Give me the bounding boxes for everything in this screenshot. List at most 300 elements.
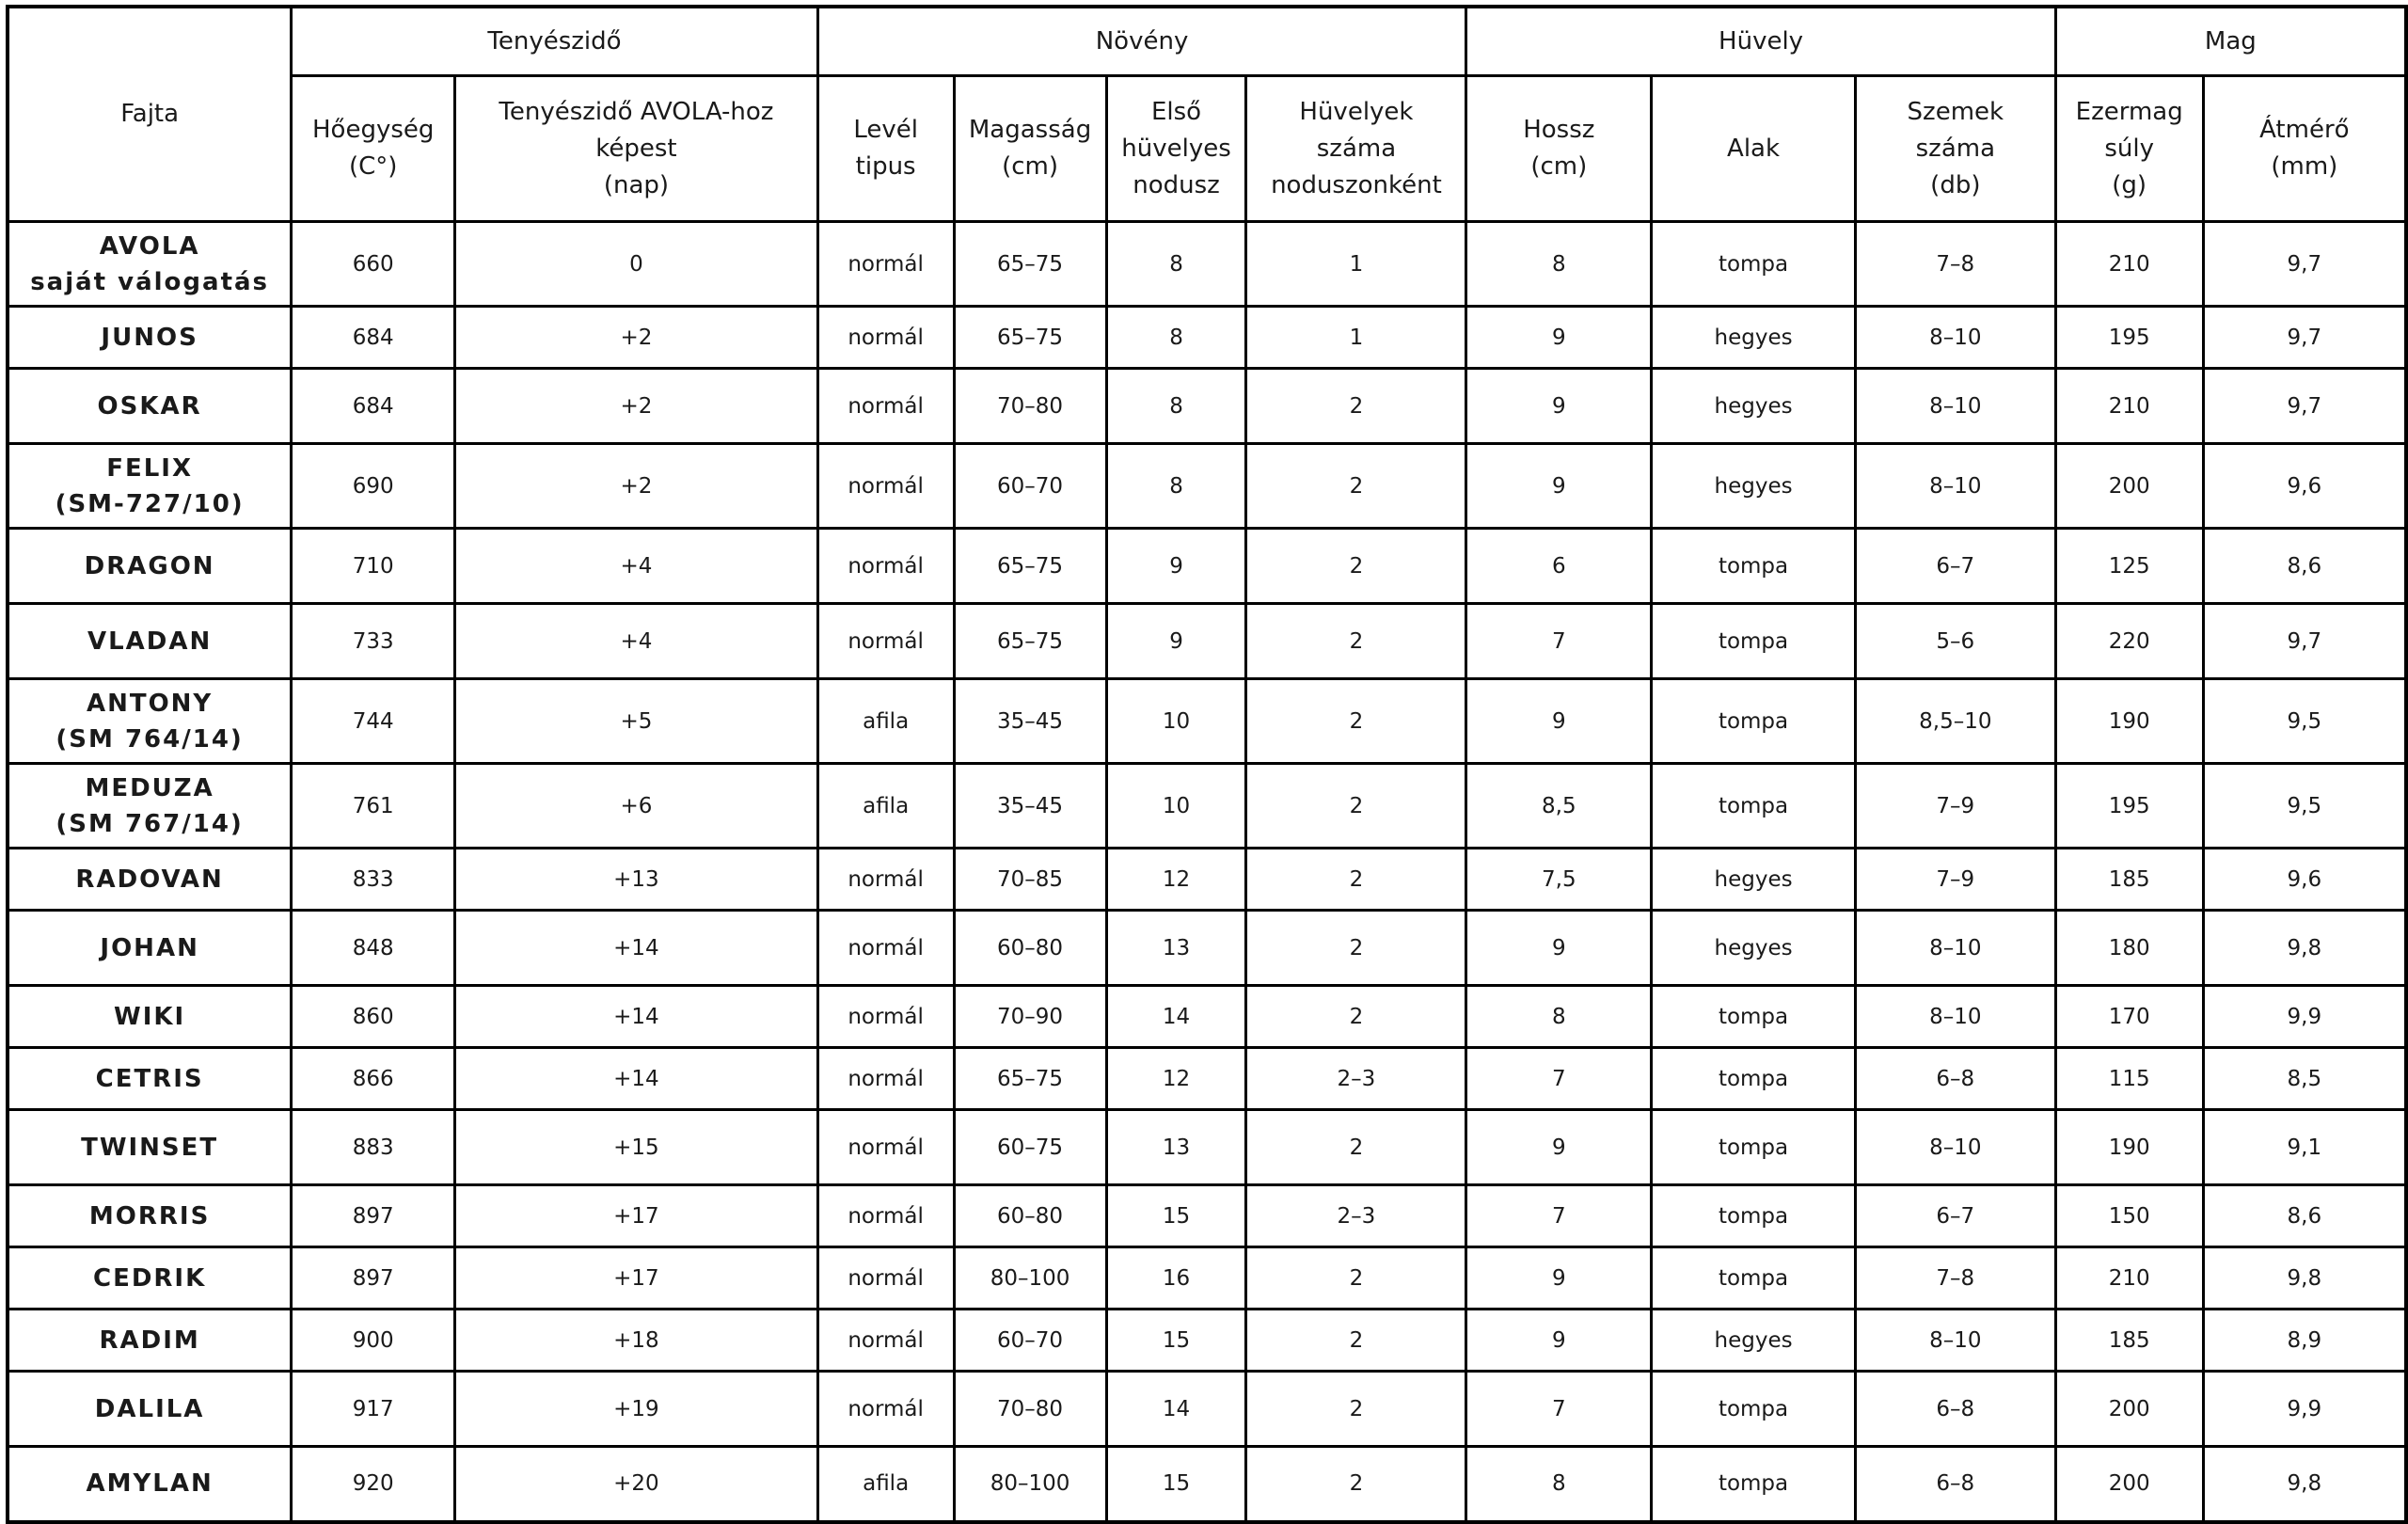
cell-huvelyek-szama: 2–3	[1246, 1048, 1466, 1110]
cell-elso-huvelyes-nodusz: 14	[1106, 1372, 1246, 1447]
cell-hossz: 9	[1466, 1310, 1652, 1372]
col-header-line: noduszonként	[1271, 170, 1442, 199]
variety-name	[8, 1310, 292, 1372]
cell-hoegyseg: 900	[292, 1310, 455, 1372]
cell-magassag: 60–70	[954, 444, 1106, 529]
variety-name-line: RADIM	[99, 1326, 200, 1355]
variety-name-line: AMYLAN	[86, 1469, 214, 1499]
cell-level-tipus: normál	[817, 849, 954, 911]
cell-magassag: 35–45	[954, 679, 1106, 764]
cell-tenyeszido-avola: +13	[455, 849, 818, 911]
col-header-alak	[1652, 76, 1856, 222]
cell-alak: tompa	[1652, 1048, 1856, 1110]
cell-hoegyseg: 897	[292, 1185, 455, 1247]
group-header-noveny: Növény	[817, 7, 1466, 76]
cell-elso-huvelyes-nodusz: 15	[1106, 1310, 1246, 1372]
col-header-line: Ezermag	[2075, 97, 2183, 126]
cell-elso-huvelyes-nodusz: 13	[1106, 911, 1246, 986]
col-header-unit: (nap)	[603, 170, 670, 199]
variety-name	[8, 1247, 292, 1310]
cell-hoegyseg: 866	[292, 1048, 455, 1110]
cell-alak: tompa	[1652, 529, 1856, 604]
cell-ezermag-suly: 195	[2055, 307, 2203, 369]
cell-level-tipus: normál	[817, 986, 954, 1048]
cell-hoegyseg: 883	[292, 1110, 455, 1185]
col-header-line: súly	[2104, 134, 2154, 163]
cell-hoegyseg: 660	[292, 222, 455, 307]
col-header-hossz	[1466, 76, 1652, 222]
cell-atmero: 8,9	[2203, 1310, 2406, 1372]
cell-huvelyek-szama: 2	[1246, 986, 1466, 1048]
cell-magassag: 80–100	[954, 1247, 1106, 1310]
column-header-row	[8, 76, 2406, 222]
variety-name-line: MEDUZA	[85, 773, 214, 802]
col-header-line: Magasság	[968, 116, 1092, 144]
cell-huvelyek-szama: 2	[1246, 679, 1466, 764]
cell-ezermag-suly: 200	[2055, 1372, 2203, 1447]
cell-hossz: 9	[1466, 444, 1652, 529]
cell-tenyeszido-avola: +5	[455, 679, 818, 764]
table-row	[8, 679, 2406, 764]
cell-magassag: 70–90	[954, 986, 1106, 1048]
cell-huvelyek-szama: 2	[1246, 529, 1466, 604]
cell-elso-huvelyes-nodusz: 15	[1106, 1447, 1246, 1522]
cell-level-tipus: normál	[817, 911, 954, 986]
col-header-tenyeszido-avola	[455, 76, 818, 222]
cell-ezermag-suly: 150	[2055, 1185, 2203, 1247]
table-row	[8, 307, 2406, 369]
cell-tenyeszido-avola: +20	[455, 1447, 818, 1522]
cell-ezermag-suly: 190	[2055, 1110, 2203, 1185]
cell-magassag: 65–75	[954, 529, 1106, 604]
cell-atmero: 9,7	[2203, 369, 2406, 444]
col-header-elso-huvelyes-nodusz	[1106, 76, 1246, 222]
cell-level-tipus: afila	[817, 1447, 954, 1522]
cell-szemek-szama: 6–8	[1855, 1048, 2055, 1110]
col-header-line: tipus	[855, 152, 916, 181]
cell-huvelyek-szama: 1	[1246, 222, 1466, 307]
table-row	[8, 849, 2406, 911]
cell-hossz: 8	[1466, 1447, 1652, 1522]
cell-atmero: 9,7	[2203, 307, 2406, 369]
cell-level-tipus: normál	[817, 1110, 954, 1185]
cell-alak: tompa	[1652, 1447, 1856, 1522]
col-header-ezermag-suly	[2055, 76, 2203, 222]
col-header-line: Hőegység	[312, 116, 435, 144]
cell-level-tipus: normál	[817, 1310, 954, 1372]
cell-alak: tompa	[1652, 1372, 1856, 1447]
col-header-magassag	[954, 76, 1106, 222]
cell-szemek-szama: 7–8	[1855, 222, 2055, 307]
table-row	[8, 911, 2406, 986]
cell-szemek-szama: 7–8	[1855, 1247, 2055, 1310]
cell-tenyeszido-avola: +4	[455, 604, 818, 679]
variety-name	[8, 764, 292, 849]
cell-hossz: 9	[1466, 369, 1652, 444]
cell-elso-huvelyes-nodusz: 16	[1106, 1247, 1246, 1310]
cell-ezermag-suly: 180	[2055, 911, 2203, 986]
variety-name	[8, 1110, 292, 1185]
col-header-unit: (cm)	[1002, 152, 1059, 181]
variety-name	[8, 1372, 292, 1447]
cell-tenyeszido-avola: +14	[455, 911, 818, 986]
table-row	[8, 1447, 2406, 1522]
cell-elso-huvelyes-nodusz: 9	[1106, 604, 1246, 679]
variety-name-line: ANTONY	[86, 689, 214, 718]
cell-level-tipus: afila	[817, 764, 954, 849]
cell-szemek-szama: 8–10	[1855, 986, 2055, 1048]
cell-szemek-szama: 6–7	[1855, 529, 2055, 604]
cell-huvelyek-szama: 2–3	[1246, 1185, 1466, 1247]
cell-tenyeszido-avola: +17	[455, 1185, 818, 1247]
cell-tenyeszido-avola: 0	[455, 222, 818, 307]
cell-tenyeszido-avola: +18	[455, 1310, 818, 1372]
cell-magassag: 60–70	[954, 1310, 1106, 1372]
cell-magassag: 70–80	[954, 369, 1106, 444]
cell-atmero: 8,6	[2203, 1185, 2406, 1247]
cell-hoegyseg: 684	[292, 369, 455, 444]
cell-alak: tompa	[1652, 1185, 1856, 1247]
cell-magassag: 70–80	[954, 1372, 1106, 1447]
cell-hoegyseg: 684	[292, 307, 455, 369]
col-header-line: Első	[1150, 97, 1202, 126]
col-header-line: száma	[1316, 134, 1397, 163]
table-body	[8, 222, 2406, 1522]
table-row	[8, 1310, 2406, 1372]
table-row	[8, 369, 2406, 444]
cell-huvelyek-szama: 2	[1246, 1247, 1466, 1310]
group-header-mag: Mag	[2055, 7, 2406, 76]
table-row	[8, 986, 2406, 1048]
variety-name-line: WIKI	[114, 1002, 186, 1031]
cell-magassag: 60–80	[954, 911, 1106, 986]
cell-alak: hegyes	[1652, 849, 1856, 911]
table-row	[8, 1372, 2406, 1447]
col-header-unit: (cm)	[1530, 152, 1588, 181]
col-header-unit: (C°)	[348, 152, 398, 181]
cell-level-tipus: normál	[817, 1247, 954, 1310]
cell-elso-huvelyes-nodusz: 9	[1106, 529, 1246, 604]
col-header-line: Átmérő	[2259, 116, 2350, 144]
col-header-fajta: Fajta	[8, 7, 292, 222]
cell-atmero: 9,6	[2203, 444, 2406, 529]
cell-hossz: 7	[1466, 1185, 1652, 1247]
cell-level-tipus: normál	[817, 1048, 954, 1110]
table-row	[8, 529, 2406, 604]
cell-szemek-szama: 8–10	[1855, 369, 2055, 444]
cell-tenyeszido-avola: +2	[455, 369, 818, 444]
col-header-line: képest	[595, 134, 677, 163]
cell-tenyeszido-avola: +14	[455, 1048, 818, 1110]
cell-ezermag-suly: 210	[2055, 369, 2203, 444]
cell-hossz: 9	[1466, 1247, 1652, 1310]
variety-name-line: JUNOS	[101, 323, 198, 352]
col-header-line: hüvelyes	[1121, 134, 1231, 163]
cell-elso-huvelyes-nodusz: 12	[1106, 849, 1246, 911]
cell-atmero: 9,5	[2203, 764, 2406, 849]
cell-alak: tompa	[1652, 604, 1856, 679]
cell-alak: hegyes	[1652, 1310, 1856, 1372]
cell-magassag: 60–75	[954, 1110, 1106, 1185]
table-row	[8, 1247, 2406, 1310]
cell-szemek-szama: 7–9	[1855, 849, 2055, 911]
table-row	[8, 604, 2406, 679]
cell-hossz: 8,5	[1466, 764, 1652, 849]
cell-elso-huvelyes-nodusz: 8	[1106, 222, 1246, 307]
variety-name-line: CEDRIK	[92, 1263, 207, 1293]
variety-name	[8, 222, 292, 307]
cell-atmero: 9,7	[2203, 604, 2406, 679]
cell-szemek-szama: 8,5–10	[1855, 679, 2055, 764]
cell-huvelyek-szama: 2	[1246, 849, 1466, 911]
variety-name	[8, 529, 292, 604]
cell-level-tipus: normál	[817, 1185, 954, 1247]
cell-alak: hegyes	[1652, 444, 1856, 529]
cell-huvelyek-szama: 2	[1246, 369, 1466, 444]
cell-hoegyseg: 710	[292, 529, 455, 604]
cell-magassag: 65–75	[954, 307, 1106, 369]
variety-name	[8, 307, 292, 369]
cell-magassag: 35–45	[954, 764, 1106, 849]
variety-name-line: (SM 764/14)	[55, 724, 244, 754]
col-header-line: Levél	[853, 116, 918, 144]
col-header-unit: (mm)	[2271, 152, 2338, 181]
cell-huvelyek-szama: 2	[1246, 1310, 1466, 1372]
cell-tenyeszido-avola: +6	[455, 764, 818, 849]
cell-huvelyek-szama: 2	[1246, 1447, 1466, 1522]
cell-szemek-szama: 6–8	[1855, 1447, 2055, 1522]
cell-atmero: 9,9	[2203, 986, 2406, 1048]
cell-hossz: 7	[1466, 1372, 1652, 1447]
cell-alak: hegyes	[1652, 369, 1856, 444]
cell-atmero: 9,6	[2203, 849, 2406, 911]
cell-atmero: 9,1	[2203, 1110, 2406, 1185]
cell-ezermag-suly: 185	[2055, 1310, 2203, 1372]
cell-ezermag-suly: 125	[2055, 529, 2203, 604]
variety-name	[8, 444, 292, 529]
cell-ezermag-suly: 210	[2055, 1247, 2203, 1310]
variety-name-line: DALILA	[94, 1394, 205, 1423]
col-header-line: Hossz	[1523, 116, 1595, 144]
cell-level-tipus: normál	[817, 444, 954, 529]
cell-szemek-szama: 8–10	[1855, 444, 2055, 529]
cell-hossz: 9	[1466, 307, 1652, 369]
cell-tenyeszido-avola: +2	[455, 444, 818, 529]
cell-elso-huvelyes-nodusz: 8	[1106, 307, 1246, 369]
cell-ezermag-suly: 200	[2055, 1447, 2203, 1522]
table-row	[8, 764, 2406, 849]
cell-atmero: 8,6	[2203, 529, 2406, 604]
variety-name	[8, 679, 292, 764]
variety-name-line: VLADAN	[87, 627, 213, 656]
variety-name	[8, 986, 292, 1048]
cell-magassag: 80–100	[954, 1447, 1106, 1522]
cell-ezermag-suly: 200	[2055, 444, 2203, 529]
cell-hossz: 7	[1466, 1048, 1652, 1110]
cell-szemek-szama: 6–8	[1855, 1372, 2055, 1447]
cell-elso-huvelyes-nodusz: 14	[1106, 986, 1246, 1048]
cell-ezermag-suly: 115	[2055, 1048, 2203, 1110]
cell-hoegyseg: 833	[292, 849, 455, 911]
cell-tenyeszido-avola: +19	[455, 1372, 818, 1447]
cell-elso-huvelyes-nodusz: 10	[1106, 764, 1246, 849]
cell-szemek-szama: 8–10	[1855, 1310, 2055, 1372]
cell-alak: tompa	[1652, 222, 1856, 307]
variety-name-line: FELIX	[106, 453, 194, 483]
cell-level-tipus: afila	[817, 679, 954, 764]
cell-magassag: 60–80	[954, 1185, 1106, 1247]
cell-atmero: 9,8	[2203, 1247, 2406, 1310]
cell-hoegyseg: 920	[292, 1447, 455, 1522]
cell-ezermag-suly: 220	[2055, 604, 2203, 679]
cell-level-tipus: normál	[817, 604, 954, 679]
cell-level-tipus: normál	[817, 529, 954, 604]
cell-level-tipus: normál	[817, 369, 954, 444]
pea-variety-table	[6, 5, 2408, 1524]
cell-elso-huvelyes-nodusz: 12	[1106, 1048, 1246, 1110]
cell-hoegyseg: 744	[292, 679, 455, 764]
cell-hossz: 9	[1466, 679, 1652, 764]
variety-name-line: OSKAR	[97, 391, 202, 421]
variety-name	[8, 849, 292, 911]
cell-alak: tompa	[1652, 1247, 1856, 1310]
cell-alak: tompa	[1652, 764, 1856, 849]
cell-magassag: 65–75	[954, 604, 1106, 679]
variety-table-container	[6, 5, 2408, 1524]
variety-name-line: AVOLA	[99, 231, 200, 261]
col-header-line: Tenyészidő AVOLA-hoz	[499, 97, 774, 126]
cell-tenyeszido-avola: +2	[455, 307, 818, 369]
cell-huvelyek-szama: 2	[1246, 1372, 1466, 1447]
table-row	[8, 1185, 2406, 1247]
cell-alak: tompa	[1652, 1110, 1856, 1185]
cell-elso-huvelyes-nodusz: 8	[1106, 444, 1246, 529]
cell-hoegyseg: 690	[292, 444, 455, 529]
col-header-line: Alak	[1727, 134, 1781, 163]
cell-level-tipus: normál	[817, 222, 954, 307]
group-header-tenyeszido: Tenyészidő	[292, 7, 817, 76]
variety-name	[8, 1048, 292, 1110]
variety-name	[8, 604, 292, 679]
cell-magassag: 65–75	[954, 222, 1106, 307]
cell-hoegyseg: 761	[292, 764, 455, 849]
cell-szemek-szama: 8–10	[1855, 1110, 2055, 1185]
cell-alak: tompa	[1652, 986, 1856, 1048]
variety-name-line: JOHAN	[100, 933, 199, 962]
variety-name-line: TWINSET	[81, 1133, 219, 1162]
col-header-unit: (g)	[2112, 170, 2147, 199]
cell-huvelyek-szama: 2	[1246, 911, 1466, 986]
cell-atmero: 9,9	[2203, 1372, 2406, 1447]
col-header-line: nodusz	[1133, 170, 1220, 199]
col-header-level-tipus	[817, 76, 954, 222]
cell-magassag: 65–75	[954, 1048, 1106, 1110]
group-header-row	[8, 7, 2406, 76]
cell-tenyeszido-avola: +4	[455, 529, 818, 604]
cell-atmero: 9,8	[2203, 911, 2406, 986]
cell-atmero: 9,8	[2203, 1447, 2406, 1522]
cell-ezermag-suly: 210	[2055, 222, 2203, 307]
cell-hossz: 9	[1466, 1110, 1652, 1185]
table-header	[8, 7, 2406, 222]
variety-name	[8, 911, 292, 986]
cell-tenyeszido-avola: +17	[455, 1247, 818, 1310]
cell-hossz: 9	[1466, 911, 1652, 986]
cell-hossz: 8	[1466, 986, 1652, 1048]
cell-huvelyek-szama: 1	[1246, 307, 1466, 369]
cell-hoegyseg: 733	[292, 604, 455, 679]
cell-huvelyek-szama: 2	[1246, 444, 1466, 529]
cell-hoegyseg: 848	[292, 911, 455, 986]
cell-alak: hegyes	[1652, 307, 1856, 369]
cell-tenyeszido-avola: +15	[455, 1110, 818, 1185]
cell-szemek-szama: 6–7	[1855, 1185, 2055, 1247]
cell-atmero: 9,7	[2203, 222, 2406, 307]
col-header-line: Hüvelyek	[1299, 97, 1414, 126]
variety-name	[8, 1447, 292, 1522]
variety-name-line: (SM-727/10)	[55, 489, 245, 518]
variety-name-line: (SM 767/14)	[55, 809, 244, 838]
variety-name-line: MORRIS	[88, 1201, 211, 1230]
col-header-huvelyek-szama	[1246, 76, 1466, 222]
cell-hoegyseg: 860	[292, 986, 455, 1048]
variety-name-line: saját válogatás	[30, 267, 270, 296]
cell-tenyeszido-avola: +14	[455, 986, 818, 1048]
cell-hossz: 8	[1466, 222, 1652, 307]
cell-szemek-szama: 8–10	[1855, 911, 2055, 986]
cell-ezermag-suly: 195	[2055, 764, 2203, 849]
table-row	[8, 444, 2406, 529]
variety-name	[8, 369, 292, 444]
group-header-huvely: Hüvely	[1466, 7, 2055, 76]
variety-name-line: CETRIS	[95, 1064, 204, 1093]
variety-name	[8, 1185, 292, 1247]
cell-level-tipus: normál	[817, 307, 954, 369]
col-header-unit: (db)	[1930, 170, 1981, 199]
col-header-hoegyseg	[292, 76, 455, 222]
col-header-szemek-szama	[1855, 76, 2055, 222]
cell-atmero: 9,5	[2203, 679, 2406, 764]
col-header-atmero	[2203, 76, 2406, 222]
table-row	[8, 1110, 2406, 1185]
variety-name-line: DRAGON	[84, 551, 215, 580]
cell-ezermag-suly: 190	[2055, 679, 2203, 764]
col-header-line: száma	[1915, 134, 1996, 163]
cell-elso-huvelyes-nodusz: 10	[1106, 679, 1246, 764]
cell-huvelyek-szama: 2	[1246, 764, 1466, 849]
cell-szemek-szama: 8–10	[1855, 307, 2055, 369]
cell-hoegyseg: 917	[292, 1372, 455, 1447]
cell-hossz: 7,5	[1466, 849, 1652, 911]
cell-ezermag-suly: 185	[2055, 849, 2203, 911]
cell-ezermag-suly: 170	[2055, 986, 2203, 1048]
cell-alak: tompa	[1652, 679, 1856, 764]
table-row	[8, 1048, 2406, 1110]
cell-level-tipus: normál	[817, 1372, 954, 1447]
variety-name-line: RADOVAN	[75, 865, 224, 894]
cell-huvelyek-szama: 2	[1246, 1110, 1466, 1185]
cell-hossz: 7	[1466, 604, 1652, 679]
cell-szemek-szama: 5–6	[1855, 604, 2055, 679]
cell-elso-huvelyes-nodusz: 13	[1106, 1110, 1246, 1185]
cell-szemek-szama: 7–9	[1855, 764, 2055, 849]
cell-huvelyek-szama: 2	[1246, 604, 1466, 679]
cell-hossz: 6	[1466, 529, 1652, 604]
table-row	[8, 222, 2406, 307]
cell-elso-huvelyes-nodusz: 8	[1106, 369, 1246, 444]
cell-elso-huvelyes-nodusz: 15	[1106, 1185, 1246, 1247]
cell-alak: hegyes	[1652, 911, 1856, 986]
